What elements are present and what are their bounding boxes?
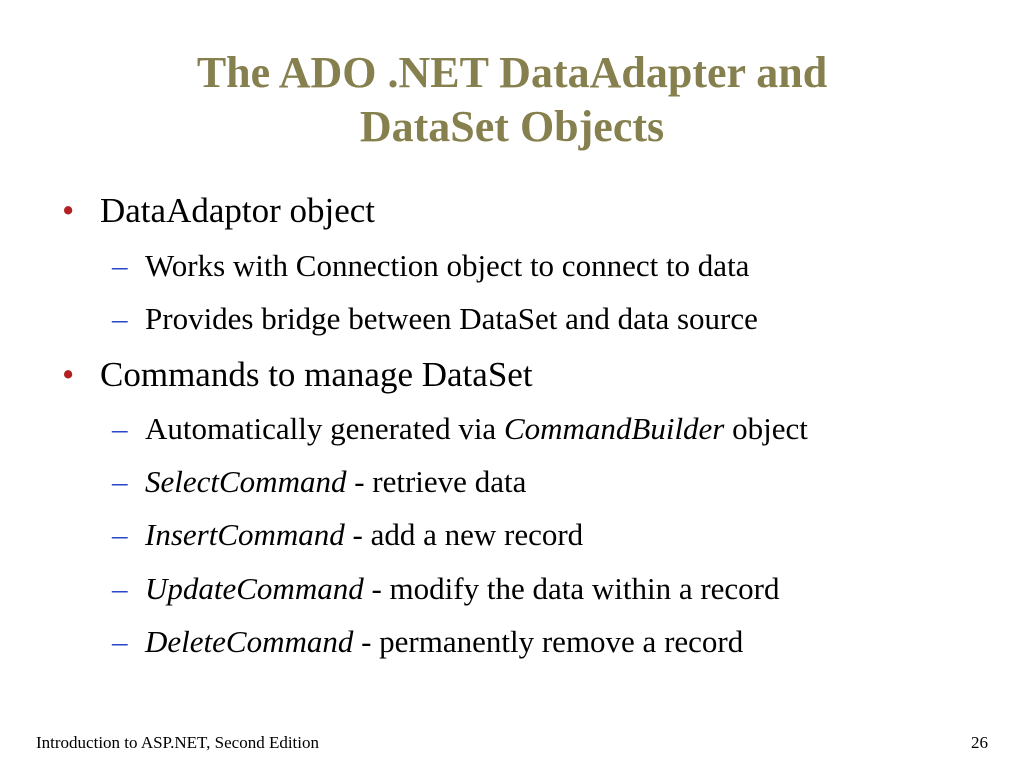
command-name: CommandBuilder [503, 411, 725, 446]
slide-title-line-1: The ADO .NET DataAdapter and [196, 48, 828, 97]
sub-bullet-item [112, 248, 749, 284]
dash-marker: – [112, 301, 128, 336]
sub-bullet-item [112, 411, 808, 447]
bullet-item-dataadaptor [62, 191, 375, 231]
footer-book-title: Introduction to ASP.NET, Second Edition [36, 733, 320, 752]
command-name: UpdateCommand [145, 571, 364, 606]
sub-bullet-item [112, 517, 583, 553]
sub-bullet-text: - modify the data within a record [363, 571, 780, 606]
dash-marker: – [112, 571, 128, 606]
dash-marker: – [112, 624, 128, 659]
slide-title-line-2: DataSet Objects [359, 102, 665, 151]
bullet-text: Commands to manage DataSet [100, 355, 533, 394]
sub-bullet-text: Provides bridge between DataSet and data source [145, 301, 758, 336]
command-name: SelectCommand [145, 464, 347, 499]
dash-marker: – [112, 464, 128, 499]
command-name: InsertCommand [145, 517, 345, 552]
dash-marker: – [112, 248, 128, 283]
bullet-marker: • [62, 355, 75, 394]
dash-marker: – [112, 411, 128, 446]
dash-marker: – [112, 517, 128, 552]
sub-bullet-text: Works with Connection object to connect to data [145, 248, 750, 283]
slide-number: 26 [971, 733, 988, 752]
bullet-text: DataAdaptor object [100, 191, 376, 230]
sub-bullet-item [112, 571, 780, 607]
bullet-item-commands [62, 355, 533, 395]
sub-bullet-text: object [724, 411, 808, 446]
sub-bullet-text: Automatically generated via [145, 411, 504, 446]
sub-bullet-item [112, 301, 758, 337]
command-name: DeleteCommand [145, 624, 354, 659]
sub-bullet-text: - retrieve data [346, 464, 527, 499]
sub-bullet-item [112, 464, 526, 500]
sub-bullet-text: - add a new record [344, 517, 584, 552]
sub-bullet-item [112, 624, 743, 660]
bullet-marker: • [62, 191, 75, 230]
sub-bullet-text: - permanently remove a record [353, 624, 744, 659]
